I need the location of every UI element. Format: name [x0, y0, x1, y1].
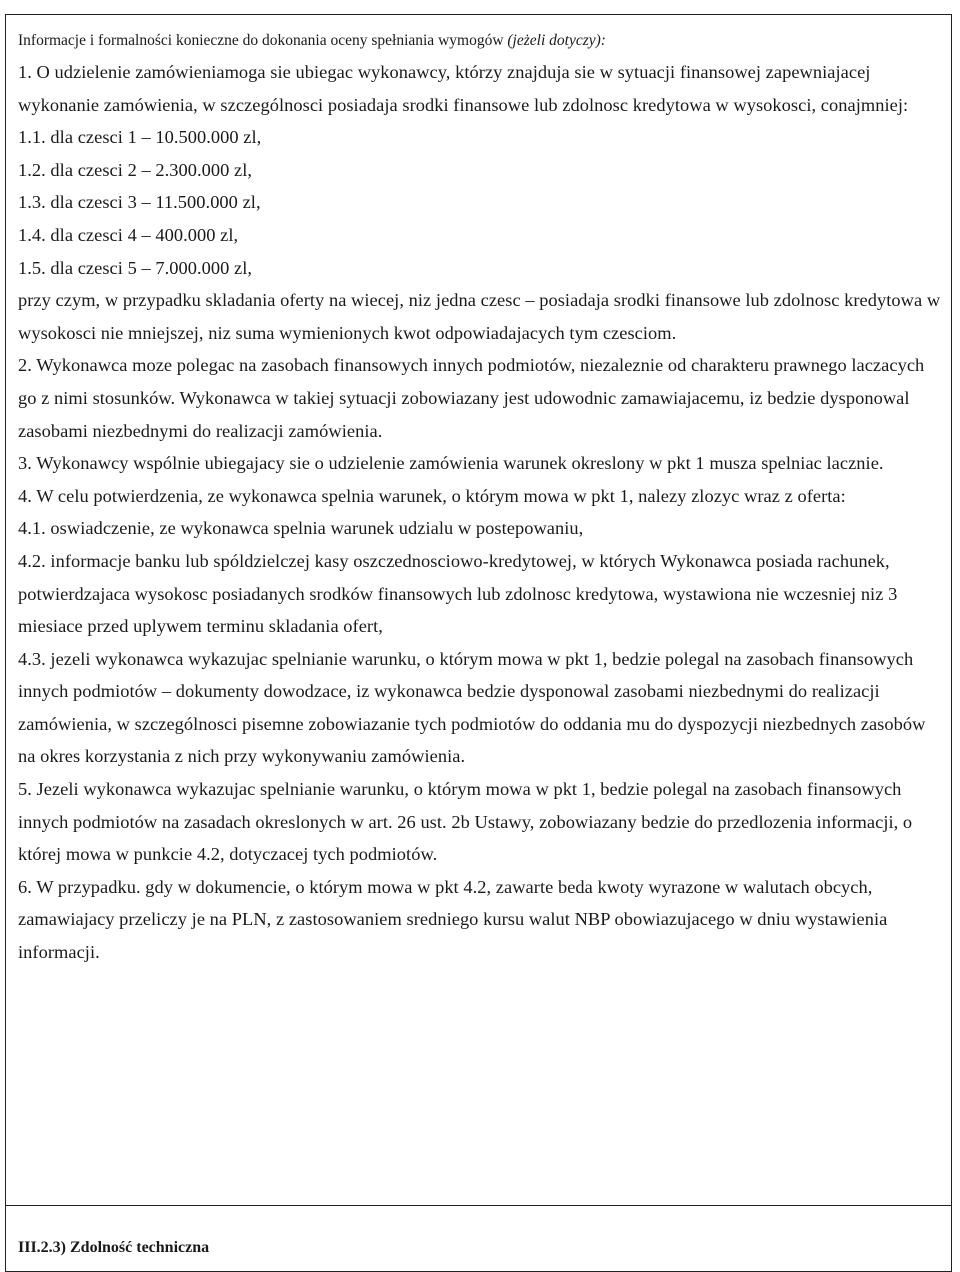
next-section-title: III.2.3) Zdolność techniczna — [18, 1239, 210, 1256]
paragraph-3: 3. Wykonawcy wspólnie ubiegajacy sie o udzielenie zamówienia warunek okreslony w pkt 1 musza spelniac lacznie. — [18, 453, 884, 474]
section-body — [18, 56, 942, 969]
list-item-1-5: 1.5. dla czesci 5 – 7.000.000 zl, — [18, 257, 253, 278]
paragraph-note: przy czym, w przypadku skladania oferty na wiecej, niz jedna czesc – posiadaja srodki finansowe lub zdolnosc kredytowa w wysokosci nie mniejszej, niz suma wymienionych kwot odpowiadajacych tym czesciom. — [18, 290, 941, 343]
paragraph-6: 6. W przypadku. gdy w dokumencie, o którym mowa w pkt 4.2, zawarte beda kwoty wyrazone w walutach obcych, zamawiajacy przeliczy je na PLN, z zastosowaniem sredniego kursu walut NBP obowiazujacego w dniu wystawienia informacji. — [18, 876, 888, 963]
list-item-4-1: 4.1. oswiadczenie, ze wykonawca spelnia warunek udzialu w postepowaniu, — [18, 518, 584, 539]
list-item-1-1: 1.1. dla czesci 1 – 10.500.000 zl, — [18, 127, 262, 148]
list-item-4-3: 4.3. jezeli wykonawca wykazujac spelnianie warunku, o którym mowa w pkt 1, bedzie polegal na zasobach finansowych innych podmiotów – dokumenty dowodzace, iz wykonawca bedzie dysponowal zasobami niezbednymi do realizacji zamówienia, w szczególnosci pisemne zobowiazanie tych podmiotów do oddania mu do dyspozycji niezbednych zasobów na okres korzystania z nich przy wykonywaniu zamówienia. — [18, 648, 926, 767]
list-item-1-2: 1.2. dla czesci 2 – 2.300.000 zl, — [18, 159, 253, 180]
list-item-4-2: 4.2. informacje banku lub spóldzielczej kasy oszczednosciowo-kredytowej, w których Wykonawca posiada rachunek, potwierdzajaca wysokosc posiadanych srodków finansowych lub zdolnosc kredytowa, wystawiona nie wczesniej niz 3 miesiace przed uplywem terminu skladania ofert, — [18, 550, 898, 637]
section-heading-italic: (jeżeli dotyczy): — [507, 32, 606, 49]
list-item-1-4: 1.4. dla czesci 4 – 400.000 zl, — [18, 224, 239, 245]
paragraph-4: 4. W celu potwierdzenia, ze wykonawca spelnia warunek, o którym mowa w pkt 1, nalezy zlozyc wraz z oferta: — [18, 485, 846, 506]
section-heading — [18, 31, 606, 51]
section-heading-main: Informacje i formalności konieczne do dokonania oceny spełniania wymogów — [18, 32, 508, 49]
paragraph-2: 2. Wykonawca moze polegac na zasobach finansowych innych podmiotów, niezaleznie od charakteru prawnego laczacych go z nimi stosunków. Wykonawca w takiej sytuacji zobowiazany jest udowodnic zamawiajacemu, iz bedzie dysponowal zasobami niezbednymi do realizacji zamówienia. — [18, 355, 925, 441]
list-item-1-3: 1.3. dla czesci 3 – 11.500.000 zl, — [18, 192, 261, 213]
paragraph-1: 1. O udzielenie zamówieniamoga sie ubiegac wykonawcy, którzy znajduja sie w sytuacji finansowej zapewniajacej wykonanie zamówienia, w szczególnosci posiadaja srodki finansowe lub zdolnosc kredytowa w wysokosci, conajmniej: — [18, 62, 909, 115]
paragraph-5: 5. Jezeli wykonawca wykazujac spelnianie warunku, o którym mowa w pkt 1, bedzie polegal na zasobach finansowych innych podmiotów na zasadach okreslonych w art. 26 ust. 2b Ustawy, zobowiazany bedzie do przedlozenia informacji, o której mowa w punkcie 4.2, dotyczacej tych podmiotów. — [18, 779, 913, 865]
